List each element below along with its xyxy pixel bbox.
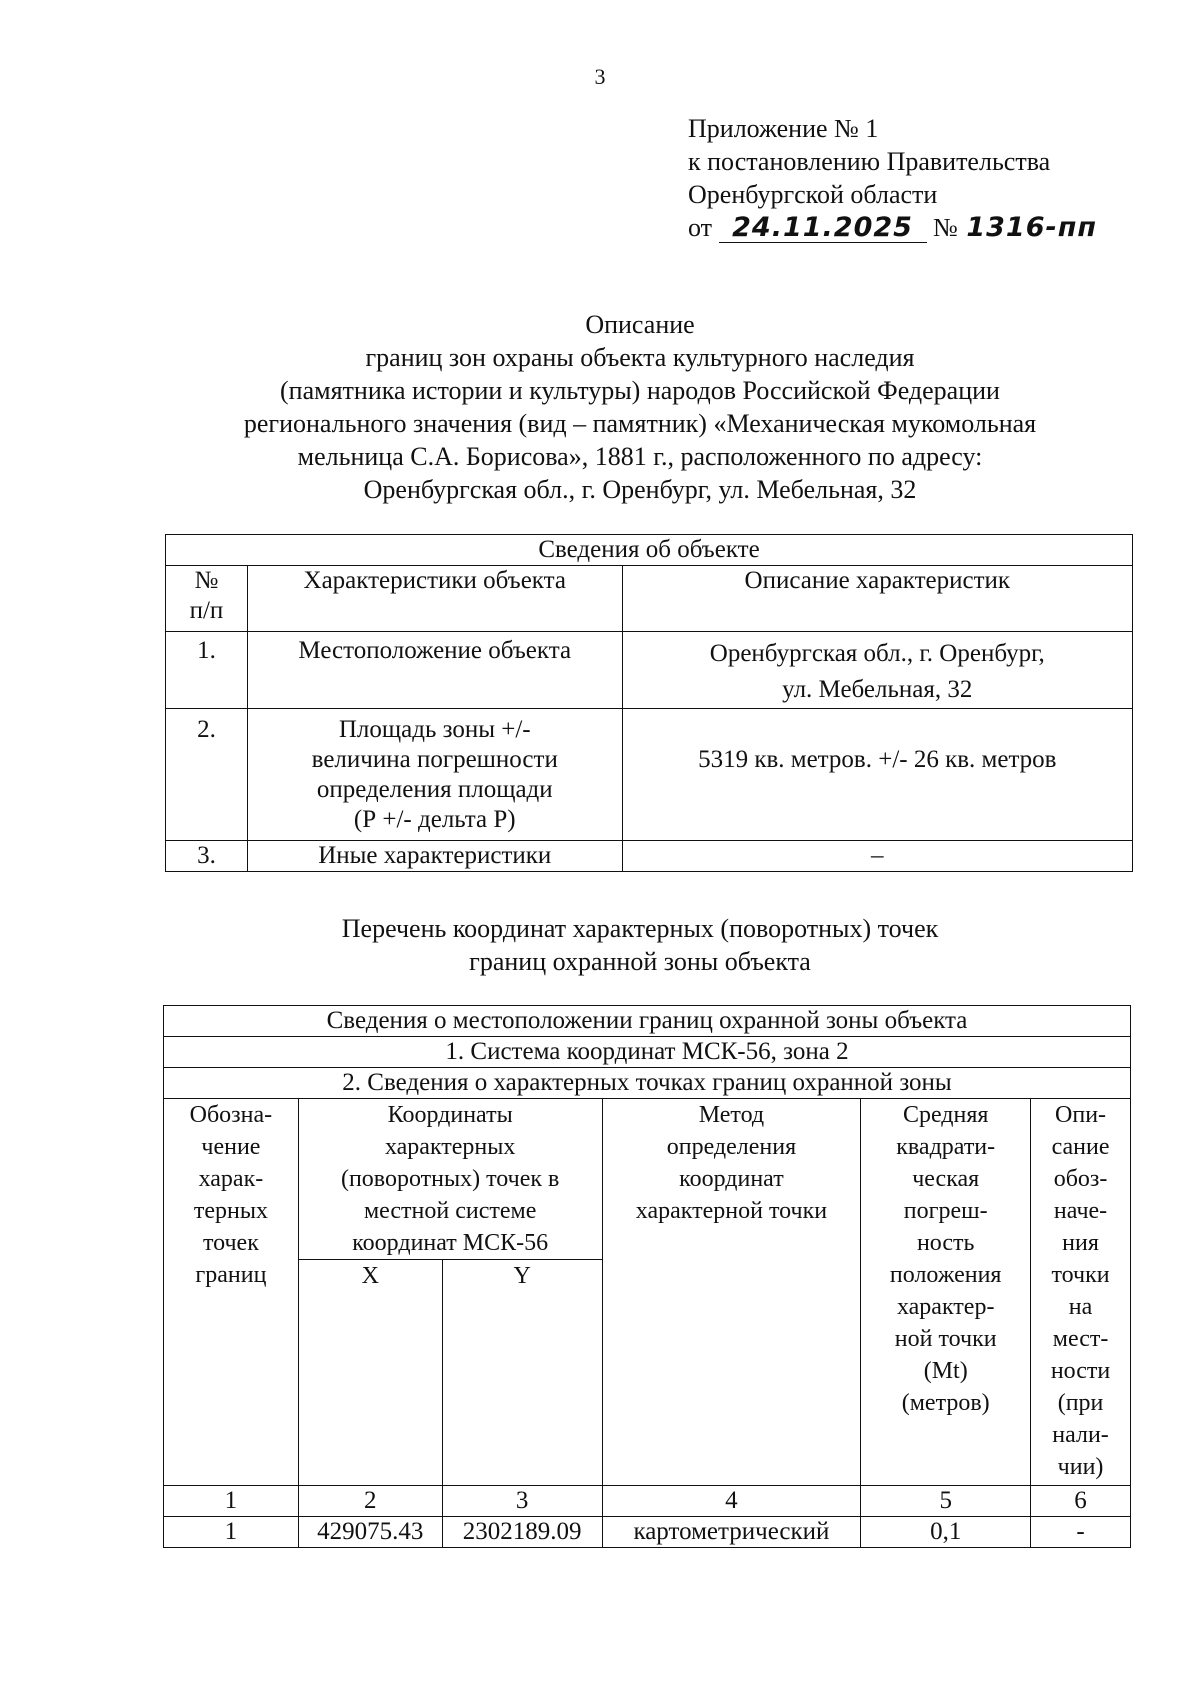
header-line: определения: [666, 1134, 797, 1160]
cell-point: 1: [164, 1517, 299, 1548]
header-line: точек: [202, 1230, 259, 1256]
row-characteristic: [247, 709, 622, 841]
coordinates-table: [163, 1005, 1131, 1548]
row-characteristic-line: Местоположение объекта: [298, 637, 572, 664]
header-line: характерных: [384, 1134, 516, 1160]
row-description: [622, 709, 1132, 841]
handwritten-date: 24.11.2025: [719, 214, 927, 243]
row-characteristic-line: величина погрешности: [311, 746, 558, 773]
number-prefix: №: [933, 213, 958, 242]
header-line: (Mt): [923, 1358, 968, 1384]
header-num-line: п/п: [189, 597, 224, 624]
header-line: Координаты: [387, 1102, 513, 1128]
header-y: Y: [442, 1260, 602, 1486]
header-accuracy: [861, 1099, 1031, 1486]
header-line: наче-: [1053, 1198, 1108, 1224]
row-characteristic-line: Площадь зоны +/-: [338, 716, 531, 743]
header-coordinates: [298, 1099, 602, 1260]
header-line: на: [1068, 1294, 1093, 1320]
header-line: ческая: [912, 1166, 980, 1192]
title-line: границ зон охраны объекта культурного наследия: [365, 343, 915, 372]
header-line: ности: [1050, 1358, 1111, 1384]
list-title-line: Перечень координат характерных (поворотных) точек: [341, 914, 939, 943]
header-line: сание: [1051, 1134, 1110, 1160]
row-characteristic: [247, 632, 622, 709]
row-num: 2.: [166, 709, 248, 841]
row-characteristic-line: Иные характеристики: [318, 842, 552, 869]
row-description: [622, 632, 1132, 709]
row-num: 3.: [166, 841, 248, 872]
list-title-line: границ охранной зоны объекта: [469, 947, 811, 976]
header-line: Обозна-: [189, 1102, 273, 1128]
header-point-description: [1031, 1099, 1131, 1486]
column-number: 3: [442, 1486, 602, 1517]
header-line: Средняя: [902, 1102, 989, 1128]
header-line: ния: [1062, 1230, 1099, 1256]
cell-method: картометрический: [602, 1517, 861, 1548]
header-line: координат: [679, 1166, 784, 1192]
header-line: (поворотных) точек в: [340, 1166, 560, 1192]
header-line: границ: [195, 1262, 267, 1288]
header-line: характер-: [896, 1294, 995, 1320]
header-characteristic: Характеристики объекта: [247, 566, 622, 632]
appendix-reference: к постановлению Правительства: [688, 147, 1051, 176]
date-prefix: от: [688, 213, 713, 242]
header-line: местной системе: [363, 1198, 537, 1224]
cell-x: 429075.43: [298, 1517, 442, 1548]
title-line: регионального значения (вид – памятник) «Механическая мукомольная: [243, 409, 1037, 438]
column-number: 4: [602, 1486, 861, 1517]
column-number: 6: [1031, 1486, 1131, 1517]
header-line: чии): [1057, 1454, 1104, 1480]
row-characteristic-line: определения площади: [316, 776, 553, 803]
coord-caption-1: Сведения о местоположении границ охранной зоны объекта: [164, 1006, 1131, 1037]
header-description: Описание характеристик: [622, 566, 1132, 632]
header-line: Метод: [698, 1102, 765, 1128]
page-number: 3: [594, 64, 606, 89]
row-description: [622, 841, 1132, 872]
appendix-region: Оренбургской области: [688, 180, 938, 209]
row-num: 1.: [166, 632, 248, 709]
row-description-line: Оренбургская обл., г. Оренбург,: [709, 640, 1045, 667]
appendix-title: Приложение № 1: [688, 114, 879, 143]
row-description-line: ул. Мебельная, 32: [782, 676, 973, 703]
header-line: (при: [1057, 1390, 1104, 1416]
coord-caption-3: 2. Сведения о характерных точках границ охранной зоны: [164, 1068, 1131, 1099]
header-line: ной точки: [894, 1326, 997, 1352]
header-x: X: [298, 1260, 442, 1486]
row-characteristic: [247, 841, 622, 872]
header-line: нали-: [1052, 1422, 1109, 1448]
appendix-block: [688, 112, 1099, 244]
object-table-caption: Сведения об объекте: [166, 535, 1133, 566]
header-line: погреш-: [903, 1198, 988, 1224]
header-line: ность: [916, 1230, 975, 1256]
header-line: положения: [889, 1262, 1002, 1288]
title-line: мельница С.А. Борисова», 1881 г., расположенного по адресу:: [297, 442, 983, 471]
table-row: [164, 1517, 1131, 1548]
object-info-table: [165, 534, 1133, 872]
coord-caption-2: 1. Система координат МСК-56, зона 2: [164, 1037, 1131, 1068]
column-number: 5: [861, 1486, 1031, 1517]
header-line: харак-: [198, 1166, 264, 1192]
cell-y: 2302189.09: [442, 1517, 602, 1548]
column-number: 2: [298, 1486, 442, 1517]
header-num-line: №: [194, 567, 219, 594]
header-line: характерной точки: [635, 1198, 828, 1224]
cell-accuracy: 0,1: [861, 1517, 1031, 1548]
title-line: (памятника истории и культуры) народов Российской Федерации: [280, 376, 1000, 405]
handwritten-number: 1316-пп: [966, 212, 1098, 243]
row-description-line: –: [871, 842, 884, 869]
header-line: чение: [201, 1134, 261, 1160]
header-method: [602, 1099, 861, 1486]
header-line: Опи-: [1055, 1102, 1107, 1128]
header-line: (метров): [901, 1390, 990, 1416]
cell-description: -: [1031, 1517, 1131, 1548]
column-number: 1: [164, 1486, 299, 1517]
header-line: координат МСК-56: [352, 1230, 549, 1256]
header-line: мест-: [1052, 1326, 1109, 1352]
row-characteristic-line: (Р +/- дельта Р): [353, 806, 516, 833]
header-num: [166, 566, 248, 632]
title-line: Описание: [585, 310, 695, 339]
appendix-date-line: [688, 211, 1099, 244]
title-line: Оренбургская обл., г. Оренбург, ул. Мебельная, 32: [363, 475, 917, 504]
header-line: квадрати-: [896, 1134, 996, 1160]
header-designation: [164, 1099, 299, 1486]
header-line: точки: [1051, 1262, 1110, 1288]
row-description-line: 5319 кв. метров. +/- 26 кв. метров: [698, 746, 1057, 773]
header-line: обоз-: [1053, 1166, 1108, 1192]
header-line: терных: [193, 1198, 268, 1224]
document-title: [150, 308, 1130, 506]
coordinates-list-title: [150, 912, 1130, 978]
